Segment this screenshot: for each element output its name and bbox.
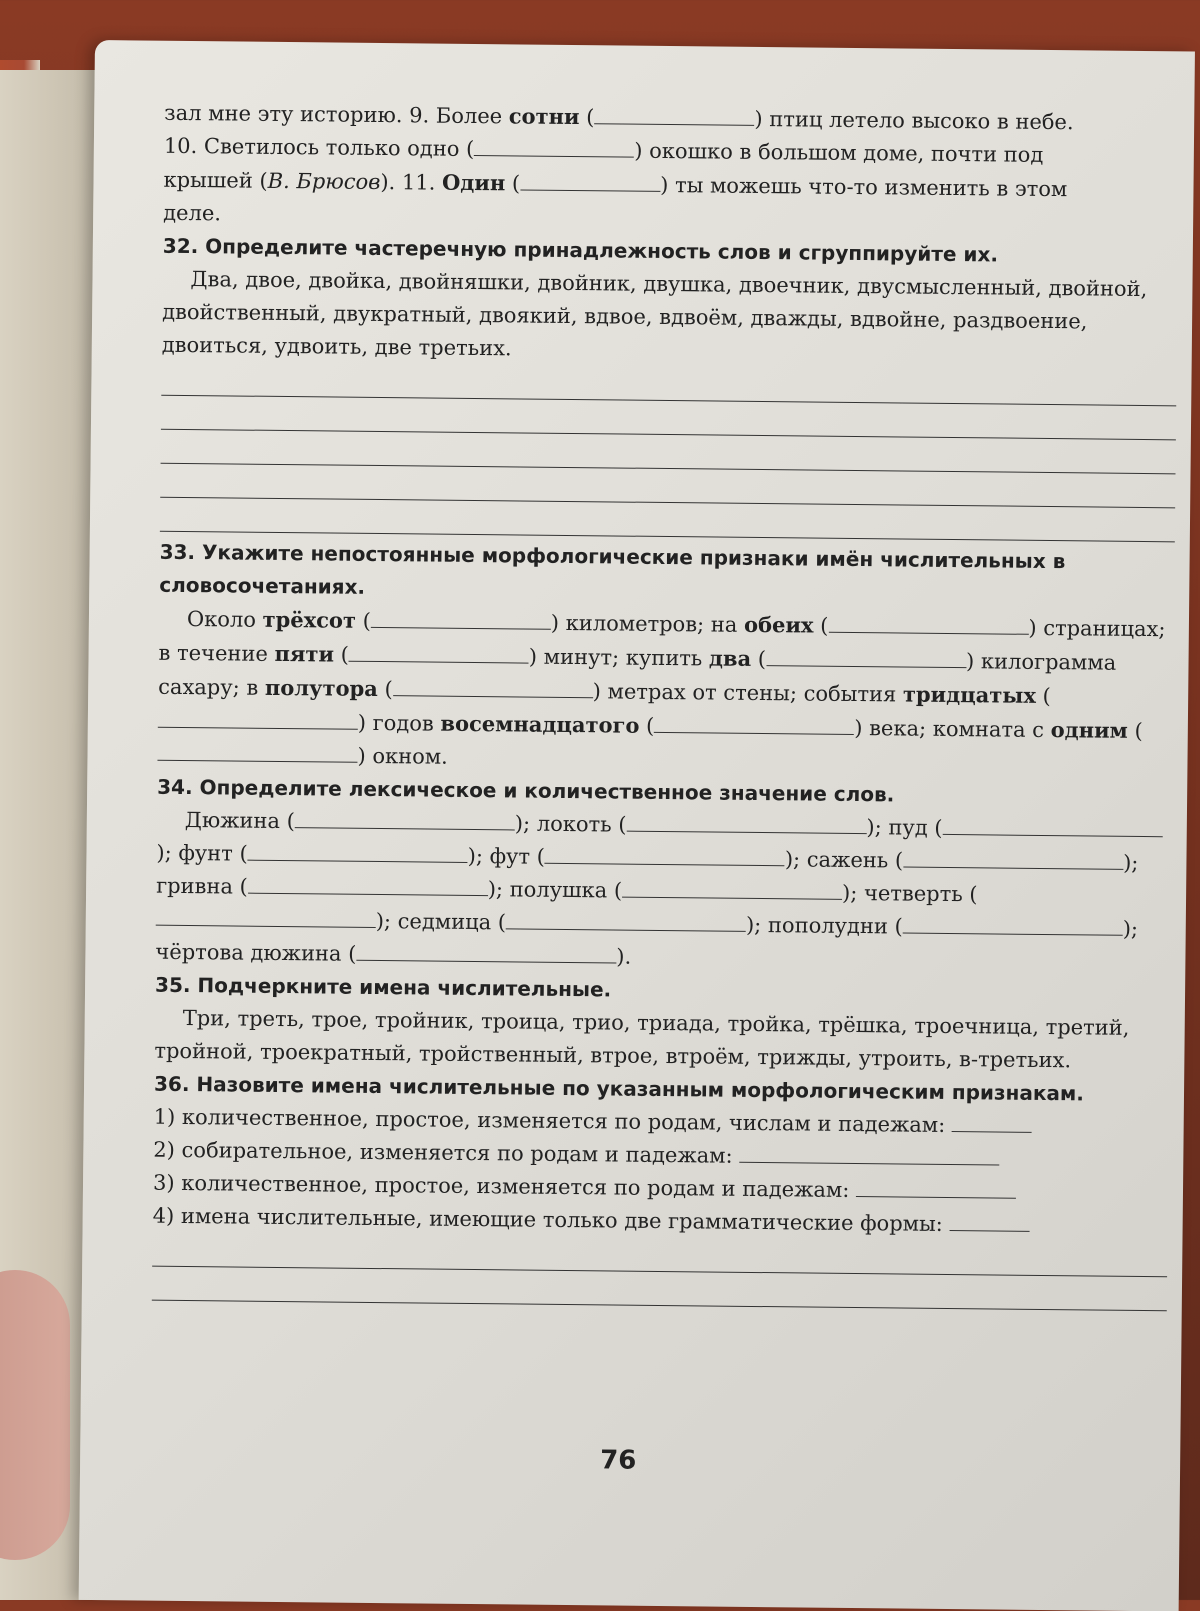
text: ( xyxy=(813,613,829,638)
answer-blank[interactable] xyxy=(295,805,515,830)
text: Дюжина ( xyxy=(184,807,296,834)
text: ); локоть ( xyxy=(514,811,627,837)
text: ); полушка ( xyxy=(487,877,623,903)
answer-blank[interactable] xyxy=(158,705,358,730)
answer-blank[interactable] xyxy=(248,838,468,863)
thumb xyxy=(0,1270,70,1560)
text: ); гривна ( xyxy=(156,850,1139,899)
top-text xyxy=(163,96,1179,241)
text: восемнадцатого xyxy=(440,710,640,738)
answer-blank[interactable] xyxy=(739,1140,999,1166)
book-page xyxy=(79,40,1195,1611)
exercise-text xyxy=(157,602,1174,782)
answer-blank[interactable] xyxy=(356,938,616,964)
answer-blank[interactable] xyxy=(943,812,1163,837)
exercise-text: Три, треть, трое, тройник, троица, трио, триада, тройка, трёшка, троечница, третий, тройной, троекратный, тройственный, втрое, втроём, трижды, утроить, в-третьих. xyxy=(154,1005,1130,1073)
text: ); сажень ( xyxy=(784,847,904,873)
text: ); фунт ( xyxy=(156,840,248,866)
answer-blank[interactable] xyxy=(903,911,1123,936)
text: ( xyxy=(377,676,393,702)
answer-blank[interactable] xyxy=(248,871,488,897)
text: ); пополудни ( xyxy=(745,912,903,939)
text: трёхсот xyxy=(262,606,357,633)
answer-blank[interactable] xyxy=(949,1208,1029,1232)
text: ); чёртова дюжина ( xyxy=(155,916,1139,966)
page-content xyxy=(152,96,1180,1312)
text: одним xyxy=(1050,717,1129,743)
text: полутора xyxy=(264,674,378,701)
text: ) минут; купить xyxy=(528,644,710,671)
text: ( xyxy=(355,608,371,633)
text: ) ты можешь что-то изменить в этом xyxy=(660,172,1068,202)
text: ) километров; на xyxy=(550,610,745,637)
text: тридцатых xyxy=(902,681,1037,708)
text: ) страницах; в течение xyxy=(158,615,1166,666)
text: В. Брюсов xyxy=(267,168,381,194)
text: обеих xyxy=(743,611,814,638)
text: ); четверть ( xyxy=(841,880,978,907)
answer-blank[interactable] xyxy=(622,875,842,900)
text: пяти xyxy=(274,640,335,667)
answer-blank[interactable] xyxy=(828,610,1028,635)
text: Один xyxy=(441,169,506,196)
text: зал мне эту историю. 9. Более xyxy=(164,100,509,129)
exercise-36 xyxy=(152,1068,1169,1312)
answer-blank[interactable] xyxy=(856,1174,1016,1199)
exercise-text xyxy=(155,804,1172,980)
text: ( xyxy=(1035,683,1051,709)
exercise-title: 32. Определите частеречную принадлежность слов и сгруппируйте их. xyxy=(162,233,999,267)
answer-blank[interactable] xyxy=(903,845,1123,870)
text: 10. Светилось только одно ( xyxy=(163,133,475,161)
answer-blank[interactable] xyxy=(393,673,593,698)
exercise-33 xyxy=(157,536,1174,782)
item-text: 1) количественное, простое, изменяется по родам, числам и падежам: xyxy=(153,1104,946,1137)
text: ( xyxy=(639,713,655,738)
exercise-title: 36. Назовите имена числительные по указанным морфологическим признакам. xyxy=(153,1071,1085,1106)
text: ( xyxy=(505,171,521,196)
text: ( xyxy=(333,642,350,667)
text: сотни xyxy=(508,103,580,130)
text: крышей ( xyxy=(163,167,268,193)
answer-blank[interactable] xyxy=(952,1109,1032,1133)
answer-blank[interactable] xyxy=(594,101,754,126)
text: ); пуд ( xyxy=(866,815,943,840)
answer-blank[interactable] xyxy=(156,903,376,928)
exercise-title: 35. Подчеркните имена числительные. xyxy=(154,972,612,1002)
answer-blank[interactable] xyxy=(626,809,866,835)
answer-blank[interactable] xyxy=(349,639,529,664)
text: ). xyxy=(616,944,632,969)
exercise-title: 33. Укажите непостоянные морфологические признаки имён числительных в словосочетаниях. xyxy=(159,539,1066,599)
text: два xyxy=(708,645,752,671)
answer-blank[interactable] xyxy=(654,710,854,735)
answer-blank[interactable] xyxy=(371,605,551,630)
text: ) килограмма сахару; в xyxy=(158,649,1117,700)
text: ( xyxy=(1127,718,1143,744)
exercise-35 xyxy=(154,969,1170,1079)
answer-blank[interactable] xyxy=(157,738,357,763)
text: ) годов xyxy=(357,710,441,736)
page-number: 76 xyxy=(599,1445,637,1476)
item-text: 3) количественное, простое, изменяется по родам и падежам: xyxy=(152,1170,850,1202)
text: ); седмица ( xyxy=(375,908,507,935)
text: деле. xyxy=(163,200,222,226)
answer-blank[interactable] xyxy=(474,133,634,158)
answer-blank[interactable] xyxy=(506,906,746,932)
text: Около xyxy=(186,606,263,632)
exercise-text: Два, двое, двойка, двойняшки, двойник, двушка, двоечник, двусмысленный, двойной, двойственный, двукратный, двоякий, вдвое, вдвоём, дважды, вдвойне, раздвоение, двоиться, удвоить, две третьих. xyxy=(161,267,1148,361)
exercise-title: 34. Определите лексическое и количественное значение слов. xyxy=(157,774,895,807)
answer-blank[interactable] xyxy=(545,841,785,867)
text: ( xyxy=(751,646,767,672)
answer-blank[interactable] xyxy=(766,643,966,668)
exercise-32 xyxy=(160,230,1178,543)
text: ); фут ( xyxy=(467,843,546,869)
text: ( xyxy=(579,105,595,130)
item-text: 2) собирательное, изменяется по родам и падежам: xyxy=(153,1137,733,1168)
text: ). 11. xyxy=(380,169,443,195)
text: ) метрах от стены; события xyxy=(592,679,904,707)
text: ) окном. xyxy=(357,743,448,769)
exercise-34 xyxy=(155,771,1172,980)
item-text: 4) имена числительные, имеющие только две грамматические формы: xyxy=(152,1203,943,1236)
text: ) окошко в большом доме, почти под xyxy=(634,138,1044,167)
text: ) птиц летело высоко в небе. xyxy=(754,106,1074,135)
answer-blank[interactable] xyxy=(520,167,660,191)
text: ) века; комната с xyxy=(854,715,1051,743)
